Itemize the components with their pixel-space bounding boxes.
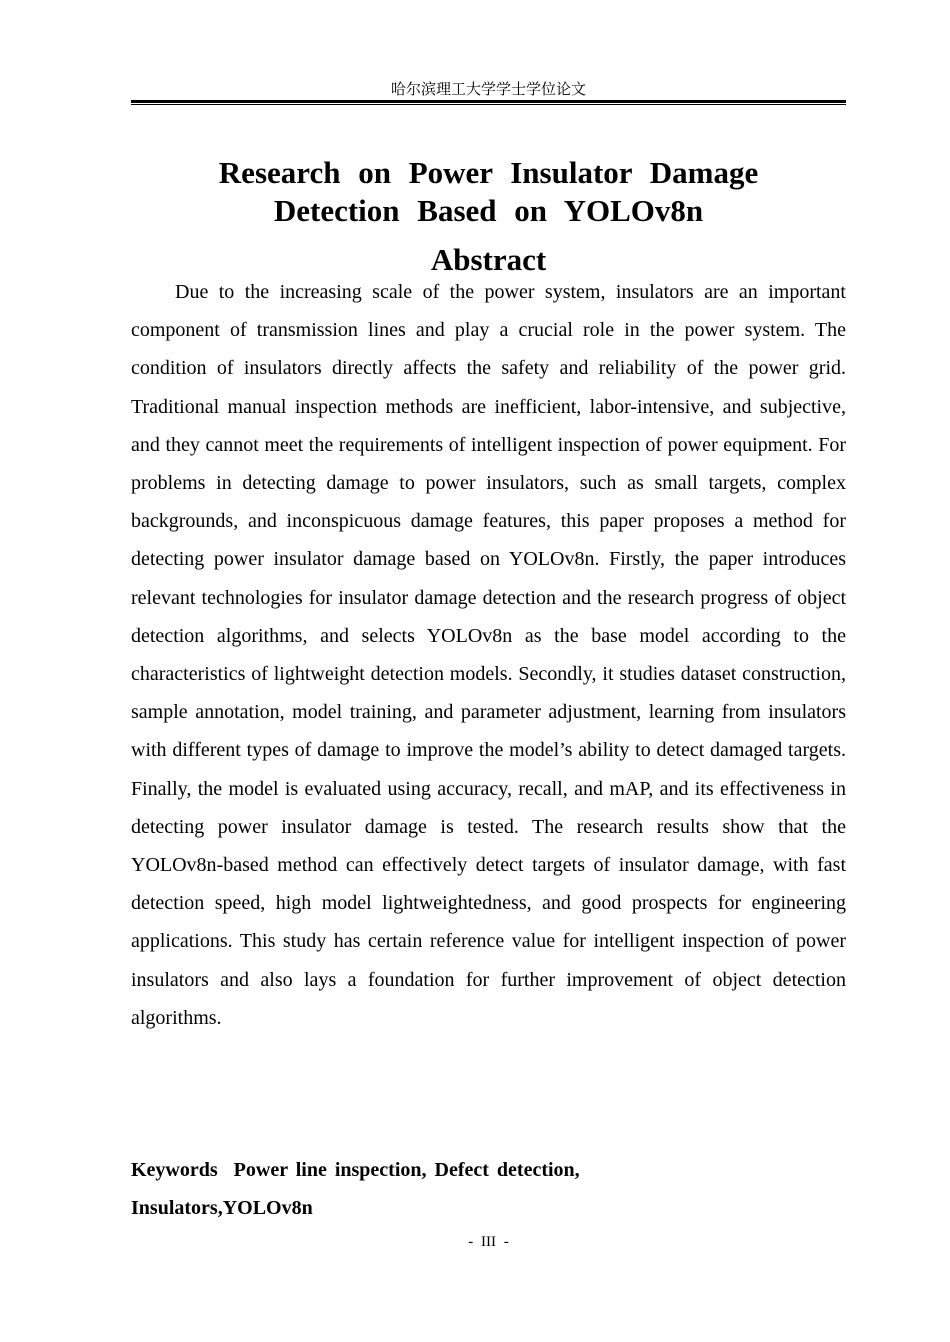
keywords: [131, 1151, 661, 1227]
abstract-body: Due to the increasing scale of the power system, insulators are an important component of transmission lines and play a crucial role in the power system. The condition of insulators directly affects the safety and reliability of the power grid. Traditional manual inspection methods are inefficient, labor-intensive, and subjective, and they cannot meet the requirements of intelligent inspection of power equipment. For problems in detecting damage to power insulators, such as small targets, complex backgrounds, and inconspicuous damage features, this paper proposes a method for detecting power insulator damage based on YOLOv8n. Firstly, the paper introduces relevant technologies for insulator damage detection and the research progress of object detection algorithms, and selects YOLOv8n as the base model according to the characteristics of lightweight detection models. Secondly, it studies dataset construction, sample annotation, model training, and parameter adjustment, learning from insulators with different types of damage to improve the model’s ability to detect damaged targets. Finally, the model is evaluated using accuracy, recall, and mAP, and its effectiveness in detecting power insulator damage is tested. The research results show that the YOLOv8n-based method can effectively detect targets of insulator damage, with fast detection speed, high model lightweightedness, and good prospects for engineering applications. This study has certain reference value for intelligent inspection of power insulators and also lays a foundation for further improvement of object detection algorithms.: [131, 281, 846, 1029]
paper-title-line-1: Research on Power Insulator Damage: [218, 155, 759, 190]
paper-title-line-2: Detection Based on YOLOv8n: [273, 193, 704, 228]
paper-title: [131, 154, 846, 230]
running-header: 哈尔滨理工大学学士学位论文: [390, 80, 586, 98]
header-rule-thick: [131, 100, 846, 103]
page-number: - III -: [468, 1234, 509, 1250]
keywords-text: Power line inspection, Defect detection, Insulators,YOLOv8n: [131, 1159, 580, 1220]
abstract-heading: Abstract: [430, 242, 547, 277]
header-rule-thin: [131, 104, 846, 105]
keywords-label: Keywords: [131, 1159, 218, 1181]
